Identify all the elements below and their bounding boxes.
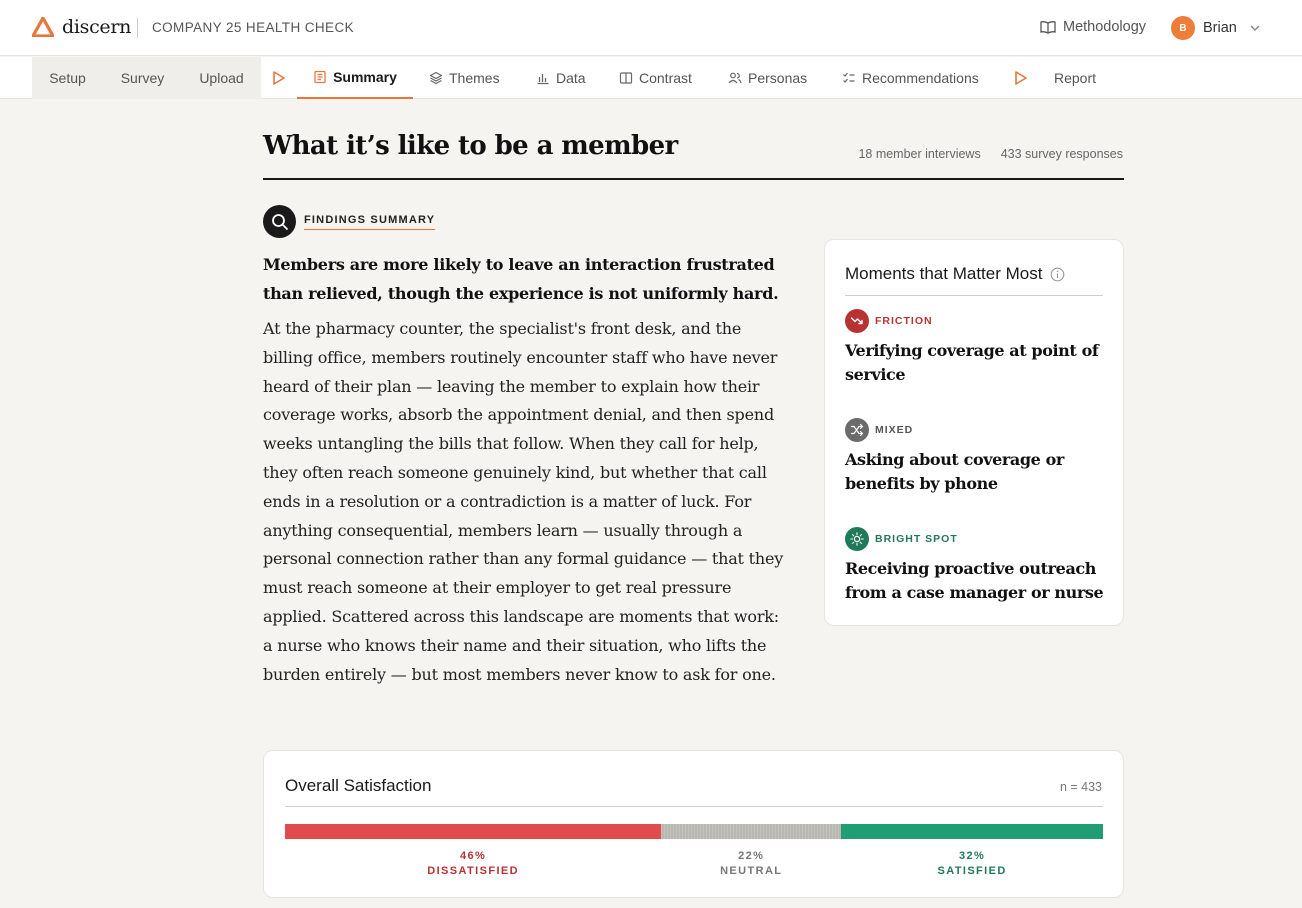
segment-percent: 46% (460, 850, 487, 862)
tab-contrast[interactable] (619, 57, 692, 99)
segment-name: NEUTRAL (720, 865, 783, 877)
tab-themes[interactable] (429, 57, 500, 99)
tab-personas[interactable] (728, 57, 807, 99)
moment-mixed[interactable] (845, 418, 1105, 496)
people-icon (728, 71, 742, 85)
moment-friction[interactable] (845, 309, 1105, 387)
satisfaction-divider (285, 806, 1103, 807)
methodology-link[interactable] (1040, 19, 1146, 35)
columns-icon (619, 71, 633, 85)
info-icon[interactable] (1050, 267, 1065, 282)
study-stats (858, 147, 1123, 161)
moments-card (824, 239, 1124, 626)
trend-down-icon (845, 309, 869, 333)
moment-title: Receiving proactive outreach from a case manager or nurse (845, 559, 1104, 602)
bar-chart-icon (536, 71, 550, 85)
moments-title: Moments that Matter Most (845, 264, 1043, 283)
chevron-down-icon (1249, 24, 1261, 32)
play-icon (1013, 70, 1029, 86)
logo-triangle-icon (32, 17, 54, 37)
moment-tag-label: FRICTION (875, 315, 933, 327)
moment-tag (845, 527, 1105, 551)
tab-label: Data (556, 70, 586, 86)
moments-divider (845, 295, 1103, 296)
header-divider (137, 18, 138, 38)
tab-report[interactable] (1054, 57, 1096, 99)
document-icon (313, 70, 327, 84)
checklist-icon (842, 71, 856, 85)
tab-label: Recommendations (862, 70, 979, 86)
shuffle-icon (845, 418, 869, 442)
tab-label: Summary (333, 69, 397, 85)
avatar: B (1171, 16, 1195, 40)
bar-segment-dissatisfied (285, 824, 661, 839)
user-name: Brian (1203, 20, 1237, 36)
project-title: COMPANY 25 HEALTH CHECK (152, 20, 354, 35)
tab-survey[interactable] (103, 57, 182, 99)
tab-label: Report (1054, 70, 1097, 86)
segment-percent: 32% (959, 850, 986, 862)
methodology-label: Methodology (1063, 19, 1147, 35)
segment-percent: 22% (738, 850, 765, 862)
tab-recommendations[interactable] (842, 57, 979, 99)
layers-icon (429, 71, 443, 85)
response-count: 433 survey responses (1000, 147, 1123, 161)
top-bar (0, 0, 1302, 56)
findings-body: At the pharmacy counter, the specialist's front desk, and the billing office, members routinely encounter staff who have never heard of their plan — leaving the member to explain how their coverage works, absorb the appointment denial, and then spend weeks untangling the bills that follow. When they call for help, they often reach someone genuinely kind, but whether that call ends in a resolution or a contradiction is a matter of luck. For anything consequential, members learn — usually through a personal connection rather than any formal guidance — that they must reach someone at their employer to get real pressure applied. Scattered across this landscape are moments that work: a nurse who knows their name and their situation, who lifts the burden entirely — but most members never know to ask for one. (263, 319, 784, 684)
satisfaction-card (263, 750, 1124, 898)
tab-label: Upload (199, 70, 244, 86)
segment-label-dissatisfied (285, 849, 661, 879)
book-icon (1040, 20, 1056, 34)
segment-label-neutral (661, 849, 841, 879)
play-icon (271, 70, 287, 86)
moment-title: Verifying coverage at point of service (845, 341, 1099, 384)
findings-header (263, 205, 435, 238)
sun-icon (845, 527, 869, 551)
segment-name: SATISFIED (937, 865, 1007, 877)
tab-label: Contrast (639, 70, 692, 86)
tab-setup[interactable] (32, 57, 103, 99)
user-menu[interactable] (1171, 16, 1261, 40)
bar-segment-satisfied (841, 824, 1103, 839)
moment-tag (845, 418, 1105, 442)
moment-tag-label: BRIGHT SPOT (875, 533, 958, 545)
satisfaction-title: Overall Satisfaction (285, 776, 432, 795)
brand-logo[interactable] (32, 16, 131, 38)
moment-tag-label: MIXED (875, 424, 914, 436)
sample-size: n = 433 (1059, 780, 1102, 794)
tab-summary[interactable] (297, 57, 413, 99)
segment-label-satisfied (841, 849, 1103, 879)
findings-lead: Members are more likely to leave an interaction frustrated than relieved, though the experience is not uniformly hard. (263, 255, 779, 303)
moments-header (845, 264, 1065, 284)
findings-label: FINDINGS SUMMARY (304, 214, 435, 230)
moment-tag (845, 309, 1105, 333)
step-nav (0, 57, 1302, 99)
page-title: What it’s like to be a member (263, 131, 678, 161)
moment-bright-spot[interactable] (845, 527, 1105, 605)
tab-label: Survey (120, 70, 165, 86)
tab-label: Themes (449, 70, 500, 86)
moment-title: Asking about coverage or benefits by phone (845, 450, 1064, 493)
satisfaction-bar (285, 824, 1103, 839)
tab-label: Personas (748, 70, 808, 86)
interview-count: 18 member interviews (858, 147, 981, 161)
title-divider (263, 178, 1124, 180)
tab-label: Setup (49, 70, 86, 86)
tab-data[interactable] (536, 57, 586, 99)
brand-name: discern (62, 16, 132, 38)
tab-upload[interactable] (182, 57, 261, 99)
bar-segment-neutral (661, 824, 841, 839)
segment-name: DISSATISFIED (427, 865, 520, 877)
search-icon (263, 205, 296, 238)
